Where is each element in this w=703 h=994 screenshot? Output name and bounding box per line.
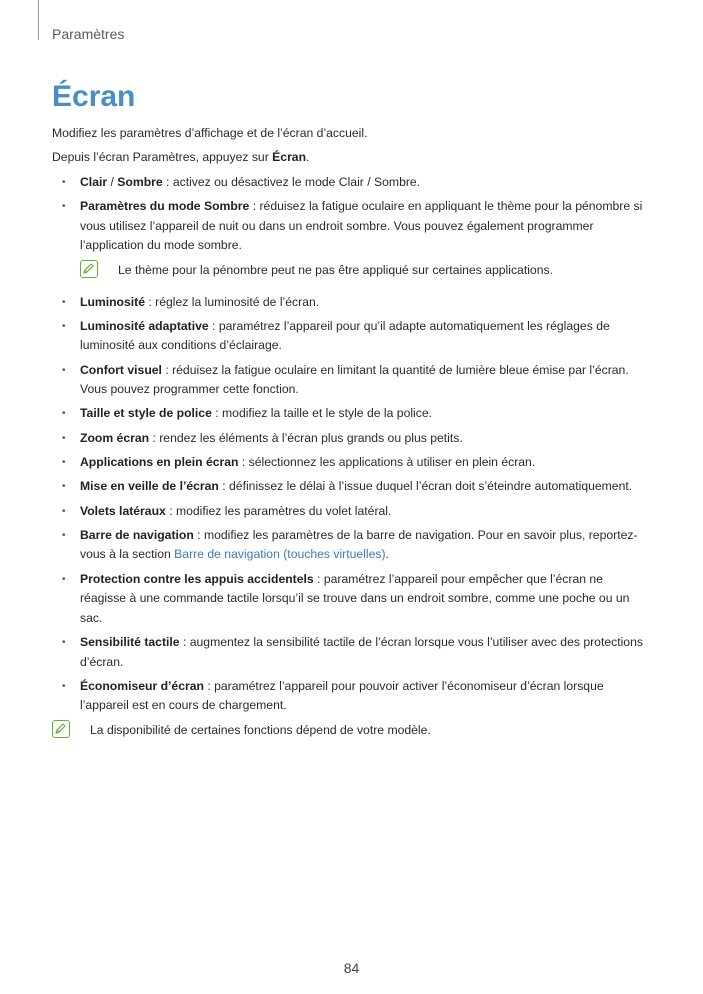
header-divider xyxy=(38,0,39,40)
bullet-icon: • xyxy=(62,680,66,692)
page-number: 84 xyxy=(343,960,360,976)
main-content xyxy=(52,124,652,753)
note-text: La disponibilité de certaines fonctions dépend de votre modèle. xyxy=(90,722,431,737)
screen-menu-label: Écran xyxy=(272,149,307,164)
list-item: • Économiseur d’écran : paramétrez l’appareil pour pouvoir activer l’économiseur d’écran lorsque l’appareil est en cours de chargement. xyxy=(62,678,604,713)
list-item: • Volets latéraux : modifiez les paramètres du volet latéral. xyxy=(52,502,652,522)
list-item: • Barre de navigation : modifiez les paramètres de la barre de navigation. Pour en savoir plus, reportez-vous à la section Barre de navigation (touches virtuelles). xyxy=(62,527,638,562)
list-item: • Luminosité adaptative : paramétrez l’appareil pour qu’il adapte automatiquement les réglages de luminosité aux conditions d’éclairage. xyxy=(62,318,610,353)
bullet-icon: • xyxy=(62,481,66,493)
list-item: • Sensibilité tactile : augmentez la sensibilité tactile de l’écran lorsque vous l’utiliser avec des protections d’écran. xyxy=(62,635,643,669)
settings-list-a xyxy=(52,173,652,256)
list-item: • Paramètres du mode Sombre : réduisez la fatigue oculaire en appliquant le thème pour la pénombre si vous utilisez l’appareil de nuit ou dans un endroit sombre. Vous pouvez également programmer l’application du mode sombre. xyxy=(62,199,643,253)
navigation-bar-link[interactable]: Barre de navigation (touches virtuelles) xyxy=(174,547,386,562)
page-title: Écran xyxy=(52,80,136,113)
bullet-icon: • xyxy=(62,296,66,308)
note-text: Le thème pour la pénombre peut ne pas être appliqué sur certaines applications. xyxy=(118,262,553,277)
note-dark-mode xyxy=(80,261,652,283)
note-pencil-icon xyxy=(52,720,70,738)
list-item: • Clair / Sombre : activez ou désactivez le mode Clair / Sombre. xyxy=(52,173,652,193)
list-item: • Luminosité : réglez la luminosité de l’écran. xyxy=(52,293,652,313)
settings-list-b xyxy=(52,293,652,716)
note-pencil-icon xyxy=(80,260,98,278)
bullet-icon: • xyxy=(62,432,66,444)
bullet-icon: • xyxy=(62,364,66,376)
bullet-icon: • xyxy=(62,457,66,469)
list-item: • Zoom écran : rendez les éléments à l’écran plus grands ou plus petits. xyxy=(52,429,652,449)
bullet-icon: • xyxy=(62,637,66,649)
bullet-icon: • xyxy=(62,505,66,517)
bullet-icon: • xyxy=(62,408,66,420)
list-item: • Mise en veille de l’écran : définissez le délai à l’issue duquel l’écran doit s’éteindre automatiquement. xyxy=(52,477,652,497)
intro-instruction: Depuis l’écran Paramètres, appuyez sur Écran. xyxy=(52,149,310,164)
list-item: • Taille et style de police : modifiez la taille et le style de la police. xyxy=(52,404,652,424)
bullet-icon: • xyxy=(62,201,66,213)
bullet-icon: • xyxy=(62,573,66,585)
bullet-icon: • xyxy=(62,320,66,332)
intro-paragraph: Modifiez les paramètres d’affichage et de l’écran d’accueil. xyxy=(52,126,368,140)
list-item: • Confort visuel : réduisez la fatigue oculaire en limitant la quantité de lumière bleue émise par l’écran. Vous pouvez programmer cette fonction. xyxy=(62,362,629,397)
bullet-icon: • xyxy=(62,529,66,541)
bullet-icon: • xyxy=(62,177,66,188)
note-availability xyxy=(52,721,652,743)
section-header: Paramètres xyxy=(52,26,125,42)
list-item: • Applications en plein écran : sélectionnez les applications à utiliser en plein écran. xyxy=(52,453,652,473)
list-item: • Protection contre les appuis accidentels : paramétrez l’appareil pour empêcher que l’écran ne réagisse à une commande tactile lorsqu’il se trouve dans un endroit sombre, comme une poche ou un sac. xyxy=(62,571,630,625)
